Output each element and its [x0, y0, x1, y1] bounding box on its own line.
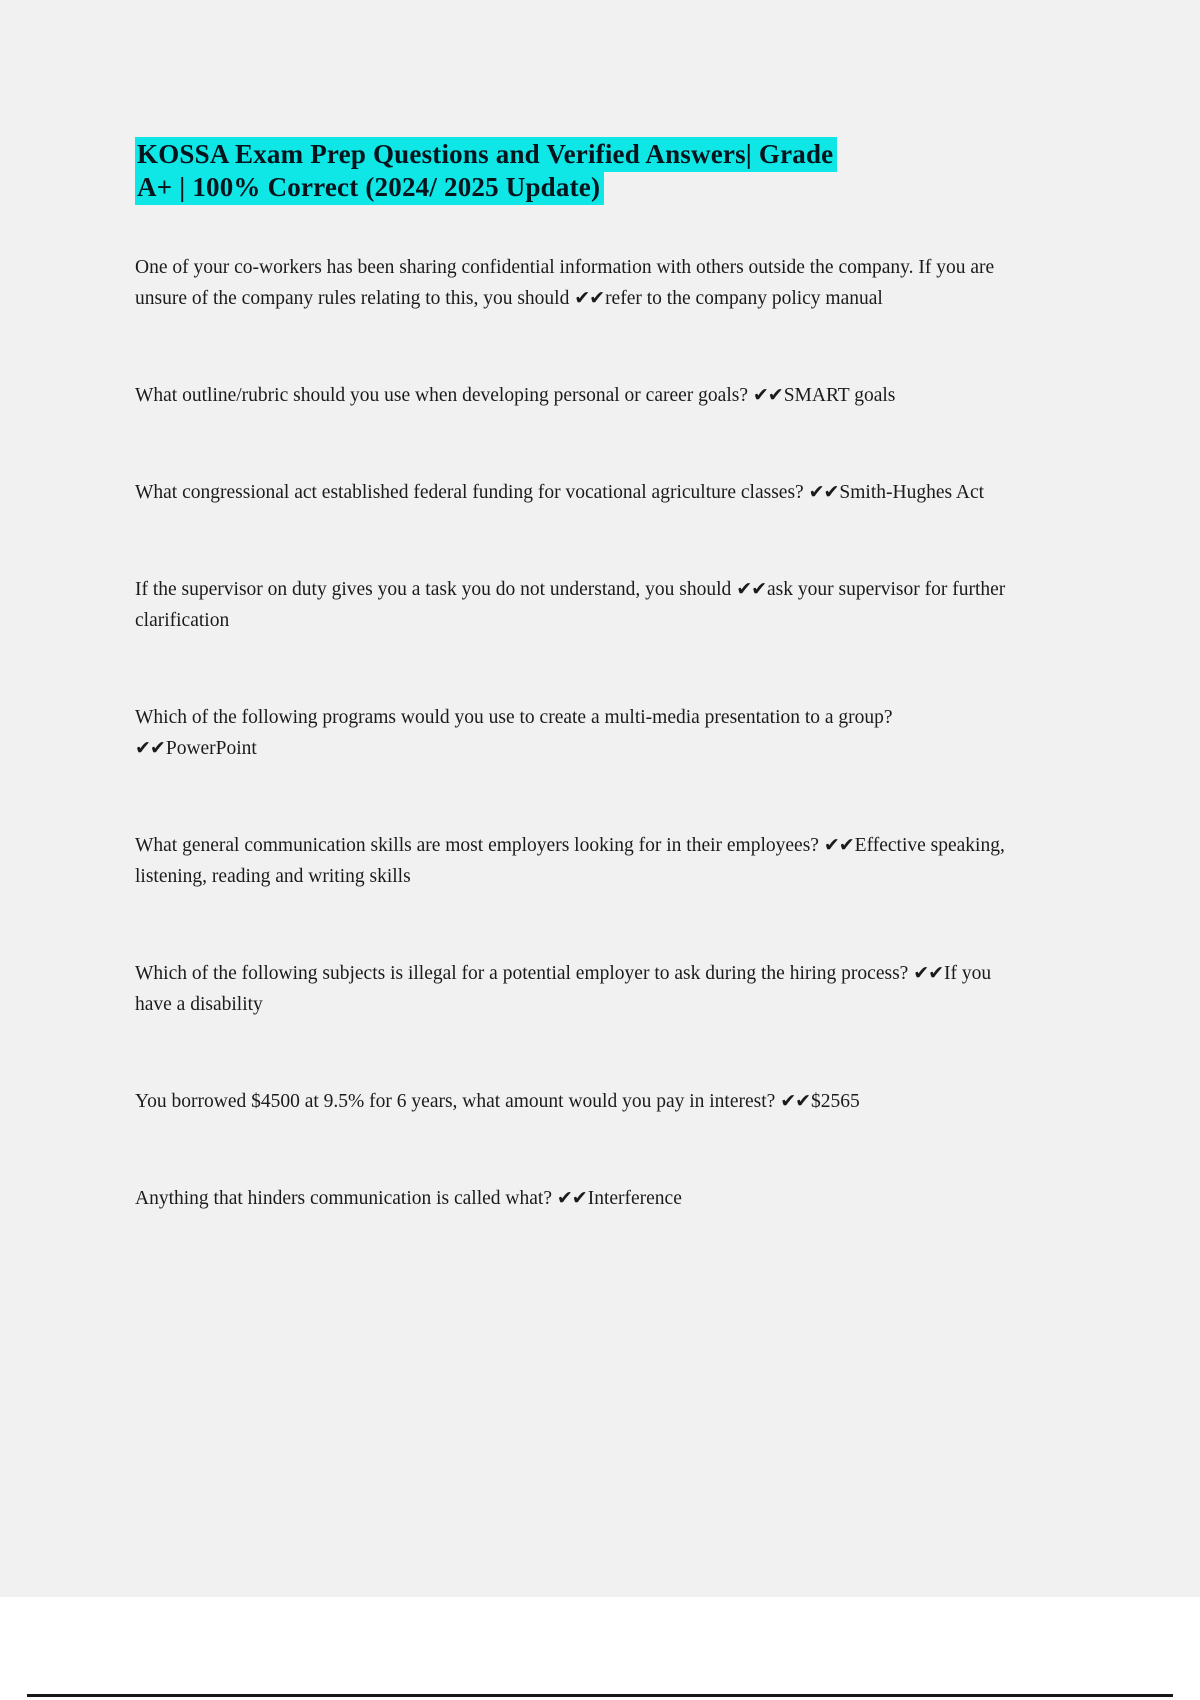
question-text: What outline/rubric should you use when developing personal or career goals? [135, 385, 753, 406]
qa-item [135, 380, 1007, 411]
qa-item [135, 574, 1007, 636]
question-text: Which of the following programs would you use to create a multi-media presentation to a group? [135, 707, 893, 728]
answer-check-marks: ✔✔ [574, 287, 605, 309]
page-title [135, 138, 1007, 204]
page-title-line1: KOSSA Exam Prep Questions and Verified Answers| Grade [135, 137, 837, 172]
answer-check-marks: ✔✔ [823, 834, 854, 856]
qa-item [135, 1183, 1007, 1214]
question-text: What congressional act established federal funding for vocational agriculture classes? [135, 482, 809, 503]
answer-text: Smith-Hughes Act [839, 482, 985, 503]
answer-text: Interference [587, 1188, 682, 1209]
answer-text: PowerPoint [165, 738, 257, 759]
answer-text: $2565 [811, 1091, 860, 1112]
qa-item [135, 1086, 1007, 1117]
answer-text: refer to the company policy manual [605, 288, 883, 309]
document-content [135, 0, 1007, 1214]
question-text: Anything that hinders communication is called what? [135, 1188, 557, 1209]
answer-text: If you have a disability [135, 963, 992, 1015]
qa-item [135, 958, 1007, 1020]
answer-check-marks: ✔✔ [780, 1090, 811, 1112]
answer-text: SMART goals [783, 385, 896, 406]
answer-check-marks: ✔✔ [808, 481, 839, 503]
question-text: You borrowed $4500 at 9.5% for 6 years, what amount would you pay in interest? [135, 1091, 781, 1112]
answer-check-marks: ✔✔ [135, 737, 165, 759]
qa-item [135, 702, 1007, 764]
qa-item [135, 477, 1007, 508]
qa-list [135, 252, 1007, 1214]
page-bottom-rule [27, 1694, 1173, 1697]
question-text: What general communication skills are most employers looking for in their employees? [135, 835, 824, 856]
answer-check-marks: ✔✔ [736, 578, 767, 600]
qa-item [135, 830, 1007, 892]
question-text: If the supervisor on duty gives you a task you do not understand, you should [135, 579, 737, 600]
answer-check-marks: ✔✔ [556, 1187, 587, 1209]
answer-check-marks: ✔✔ [913, 962, 944, 984]
answer-text: ask your supervisor for further clarification [135, 579, 1006, 631]
question-text: Which of the following subjects is illegal for a potential employer to ask during the hiring process? [135, 963, 914, 984]
answer-check-marks: ✔✔ [752, 384, 783, 406]
qa-item [135, 252, 1007, 314]
question-text: One of your co-workers has been sharing confidential information with others outside the company. If you are unsure of the company rules relating to this, you should [135, 257, 995, 309]
answer-text: Effective speaking, listening, reading and writing skills [135, 835, 1005, 887]
page-title-line2: A+ | 100% Correct (2024/ 2025 Update) [135, 170, 604, 205]
